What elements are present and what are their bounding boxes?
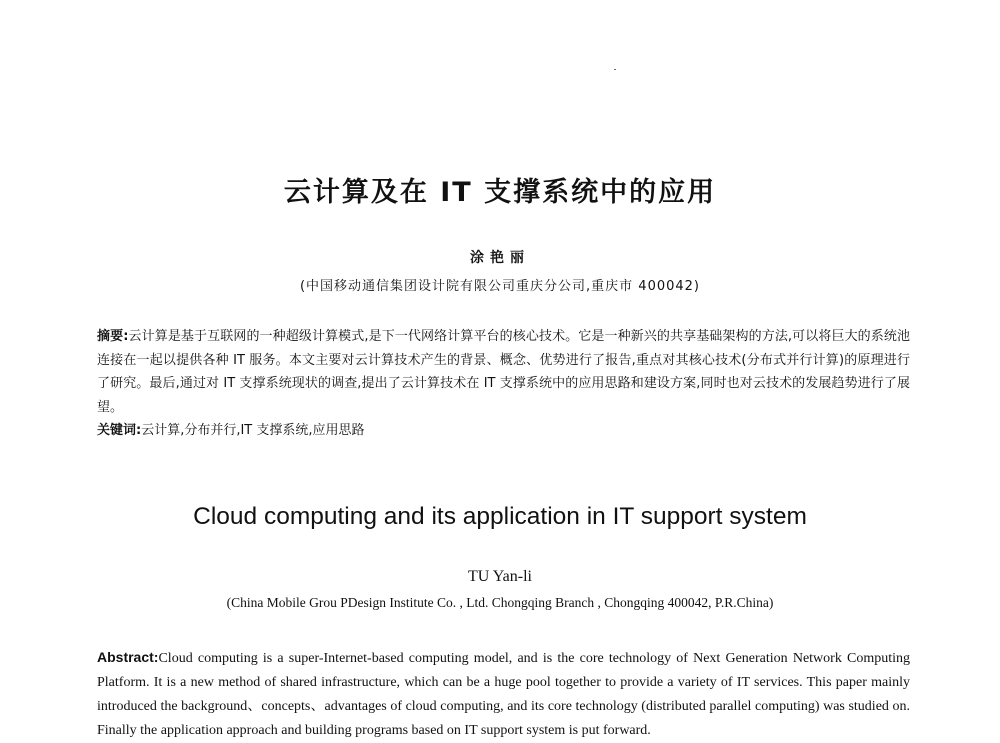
chinese-keywords bbox=[97, 419, 910, 443]
english-abstract-label: Abstract: bbox=[97, 649, 159, 665]
chinese-title: 云计算及在 IT 支撑系统中的应用 bbox=[283, 177, 717, 208]
scan-speck bbox=[614, 69, 616, 70]
english-author: TU Yan-li bbox=[467, 568, 532, 585]
english-abstract bbox=[97, 645, 910, 743]
english-title: Cloud computing and its application in IT support system bbox=[193, 503, 807, 530]
chinese-abstract bbox=[97, 325, 910, 419]
chinese-abstract-text: 云计算是基于互联网的一种超级计算模式,是下一代网络计算平台的核心技术。它是一种新兴的共享基础架构的方法,可以将巨大的系统池连接在一起以提供各种 IT 服务。本文主要对云计算技术产生的背景、概念、优势进行了报告,重点对其核心技术(分布式并行计算)的原理进行了研究。最后,通过对 IT 支撑系统现状的调查,提出了云计算技术在 IT 支撑系统中的应用思路和建设方案,同时也对云技术的发展趋势进行了展望。 bbox=[97, 329, 910, 415]
chinese-abstract-block bbox=[97, 325, 910, 443]
english-abstract-text: Cloud computing is a super-Internet-based computing model, and is the core technology of Next Generation Network Computing Platform. It is a new method of shared infrastructure, which can be a huge pool together to provide a variety of IT services. This paper mainly introduced the background、concepts、advantages of cloud computing, and its core technology (distributed parallel computing) was studied on. Finally the application approach and building programs based on IT support system is put forward. bbox=[97, 651, 910, 738]
chinese-keywords-label: 关键词: bbox=[97, 423, 142, 438]
chinese-affiliation: (中国移动通信集团设计院有限公司重庆分公司,重庆市 400042) bbox=[299, 279, 701, 294]
chinese-keywords-text: 云计算,分布并行,IT 支撑系统,应用思路 bbox=[141, 423, 365, 438]
chinese-abstract-label: 摘要: bbox=[97, 329, 129, 344]
english-affiliation: (China Mobile Grou PDesign Institute Co. , Ltd. Chongqing Branch , Chongqing 400042, P.R.China) bbox=[226, 595, 774, 610]
chinese-author: 涂艳丽 bbox=[470, 250, 530, 266]
